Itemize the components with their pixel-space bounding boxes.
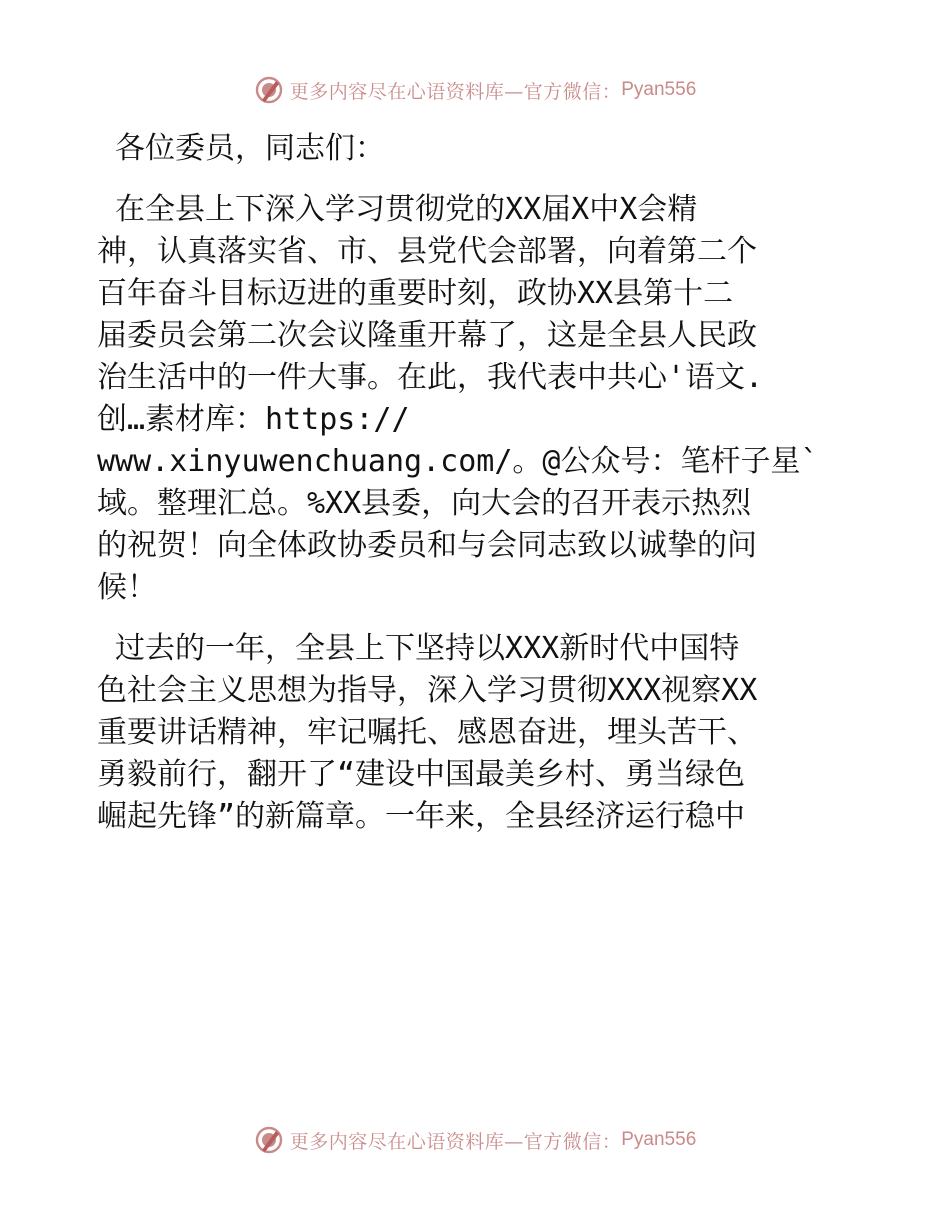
text-line: 百年奋斗目标迈进的重要时刻，政协XX县第十二	[97, 276, 734, 311]
text-line: 重要讲话精神，牢记嘱托、感恩奋进，埋头苦干、	[97, 715, 757, 750]
text-line: 色社会主义思想为指导，深入学习贯彻XXX视察XX	[97, 673, 758, 708]
watermark-text: 更多内容尽在心语资料库—官方微信：	[289, 1130, 622, 1153]
watermark-account: Pyan556	[621, 79, 697, 100]
text-line: 过去的一年，全县上下坚持以XXX新时代中国特	[97, 631, 740, 666]
paragraph-review	[97, 628, 857, 838]
header-watermark-banner	[0, 70, 950, 110]
paragraph-salutation	[97, 128, 857, 170]
document-body	[97, 128, 857, 838]
text-line: 勇毅前行，翻开了“建设中国最美乡村、勇当绿色	[97, 757, 746, 792]
text-line: 候！	[97, 570, 157, 605]
text-line: 在全县上下深入学习贯彻党的XX届X中X会精	[97, 192, 698, 227]
watermark-account: Pyan556	[621, 1129, 697, 1150]
text-line: 域。整理汇总。%XX县委，向大会的召开表示热烈	[97, 486, 752, 521]
paragraph-opening	[97, 189, 857, 609]
text-line: 的祝贺！向全体政协委员和与会同志致以诚挚的问	[97, 528, 757, 563]
text-line: 届委员会第二次会议隆重开幕了，这是全县人民政	[97, 318, 757, 353]
pen-logo-icon	[254, 1125, 284, 1155]
footer-watermark-banner	[0, 1120, 950, 1160]
watermark-text: 更多内容尽在心语资料库—官方微信：	[289, 80, 622, 103]
text-line: 创…素材库：https://	[97, 402, 410, 437]
text-line: 治生活中的一件大事。在此，我代表中共心'语文.	[97, 360, 764, 395]
text-line: 神，认真落实省、市、县党代会部署，向着第二个	[97, 234, 757, 269]
pen-logo-icon	[254, 75, 284, 105]
text-line: 崛起先锋”的新篇章。一年来，全县经济运行稳中	[97, 799, 746, 834]
text-line: 各位委员，同志们：	[97, 131, 386, 166]
text-line: www.xinyuwenchuang.com/。@公众号：笔杆子星`	[97, 444, 819, 479]
